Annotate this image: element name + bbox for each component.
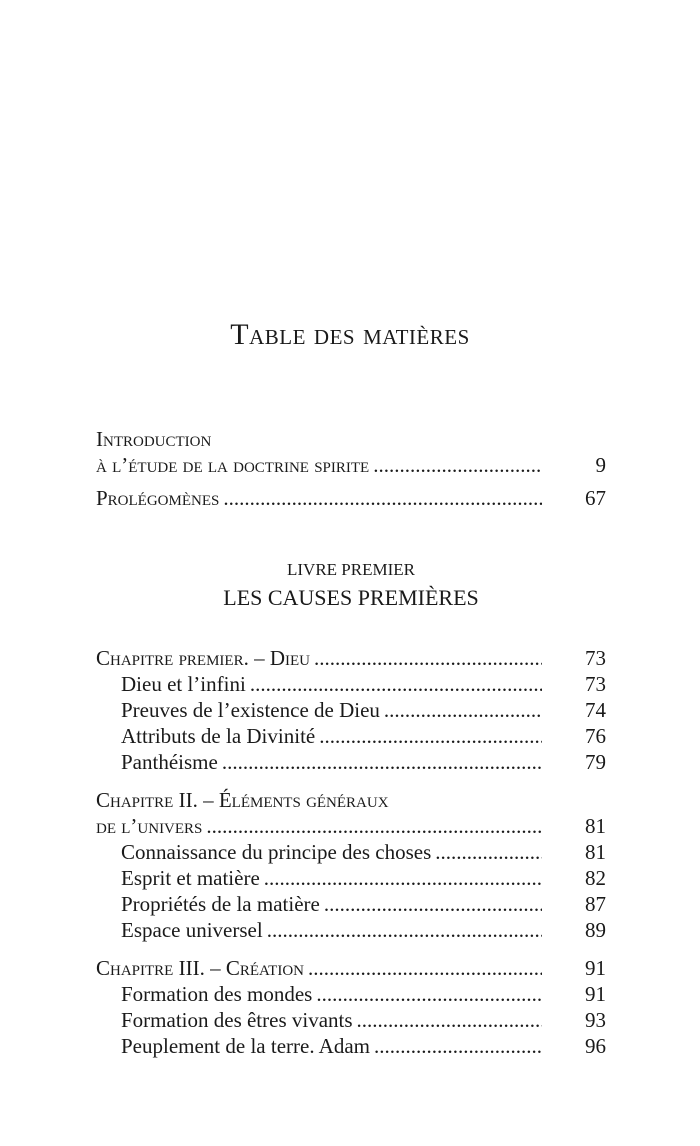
- page-number: 9: [595, 453, 606, 477]
- page-number: 96: [585, 1034, 606, 1058]
- page-number: 73: [585, 672, 606, 696]
- toc-entry[interactable]: [96, 723, 606, 749]
- toc-entry-label: Preuves de l’existence de Dieu: [121, 698, 380, 722]
- toc-entry[interactable]: [96, 1007, 606, 1033]
- dot-leader: [435, 839, 542, 865]
- chapter-title-line2: de l’univers: [96, 814, 203, 838]
- toc-entry-label: Espace universel: [121, 918, 263, 942]
- toc-entry[interactable]: [96, 917, 606, 943]
- toc-entry-label: Dieu et l’infini: [121, 672, 246, 696]
- toc-entry[interactable]: [96, 749, 606, 775]
- page-number: 79: [585, 750, 606, 774]
- toc-entry-label: Panthéisme: [121, 750, 218, 774]
- chapter-title: Chapitre II. – Éléments généraux: [96, 788, 389, 812]
- toc-entry[interactable]: [96, 1033, 606, 1059]
- toc-entry[interactable]: [96, 671, 606, 697]
- dot-leader: [357, 1007, 542, 1033]
- book-label: LIVRE PREMIER: [287, 560, 415, 579]
- toc-entry[interactable]: [96, 981, 606, 1007]
- page-number: 93: [585, 1008, 606, 1032]
- toc-entry-label: Connaissance du principe des choses: [121, 840, 432, 864]
- book-title: LES CAUSES PREMIÈRES: [223, 585, 479, 610]
- dot-leader: [314, 645, 542, 671]
- page-number: 67: [585, 486, 606, 510]
- book-heading: [96, 557, 606, 613]
- dot-leader: [319, 723, 542, 749]
- page-number: 74: [585, 698, 606, 722]
- dot-leader: [222, 749, 542, 775]
- toc-entry-label: Propriétés de la matière: [121, 892, 320, 916]
- toc-entry-label: Esprit et matière: [121, 866, 260, 890]
- toc-entry-label: à l’étude de la doctrine spirite: [96, 453, 370, 477]
- toc-entry-label: Introduction: [96, 427, 212, 451]
- page-number: 76: [585, 724, 606, 748]
- chapter-title: Chapitre III. – Création: [96, 956, 304, 980]
- toc-entry[interactable]: [96, 697, 606, 723]
- toc-entry-label: Formation des mondes: [121, 982, 313, 1006]
- dot-leader: [308, 955, 542, 981]
- page-number: 73: [585, 646, 606, 670]
- chapter-heading[interactable]: [96, 645, 606, 671]
- dot-leader: [373, 452, 542, 478]
- dot-leader: [316, 981, 542, 1007]
- chapter-title: Chapitre premier. – Dieu: [96, 646, 311, 670]
- toc-entry-label: Attributs de la Divinité: [121, 724, 316, 748]
- chapter-heading[interactable]: [96, 813, 606, 839]
- page-number: 81: [585, 814, 606, 838]
- page-number: 91: [585, 982, 606, 1006]
- dot-leader: [384, 697, 542, 723]
- page-number: 81: [585, 840, 606, 864]
- page-number: 87: [585, 892, 606, 916]
- dot-leader: [267, 917, 542, 943]
- page-number: 89: [585, 918, 606, 942]
- dot-leader: [206, 813, 542, 839]
- dot-leader: [223, 485, 542, 511]
- page-number: 91: [585, 956, 606, 980]
- toc-entry-prolegomenes[interactable]: [96, 485, 606, 511]
- toc-entry[interactable]: [96, 839, 606, 865]
- toc-entry[interactable]: [96, 865, 606, 891]
- toc-entry-label: Prolégomènes: [96, 486, 220, 510]
- chapter-heading[interactable]: [96, 955, 606, 981]
- toc-entry-label: Formation des êtres vivants: [121, 1008, 353, 1032]
- dot-leader: [264, 865, 542, 891]
- chapter-heading-line1[interactable]: [96, 787, 606, 813]
- page-title: Table des matières: [230, 318, 470, 351]
- toc-entry-introduction-line1[interactable]: [96, 426, 606, 452]
- table-of-contents: [96, 426, 606, 1059]
- toc-entry-label: Peuplement de la terre. Adam: [121, 1034, 370, 1058]
- dot-leader: [324, 891, 542, 917]
- dot-leader: [250, 671, 542, 697]
- toc-entry[interactable]: [96, 891, 606, 917]
- toc-entry-introduction[interactable]: [96, 452, 606, 478]
- page-number: 82: [585, 866, 606, 890]
- dot-leader: [374, 1033, 542, 1059]
